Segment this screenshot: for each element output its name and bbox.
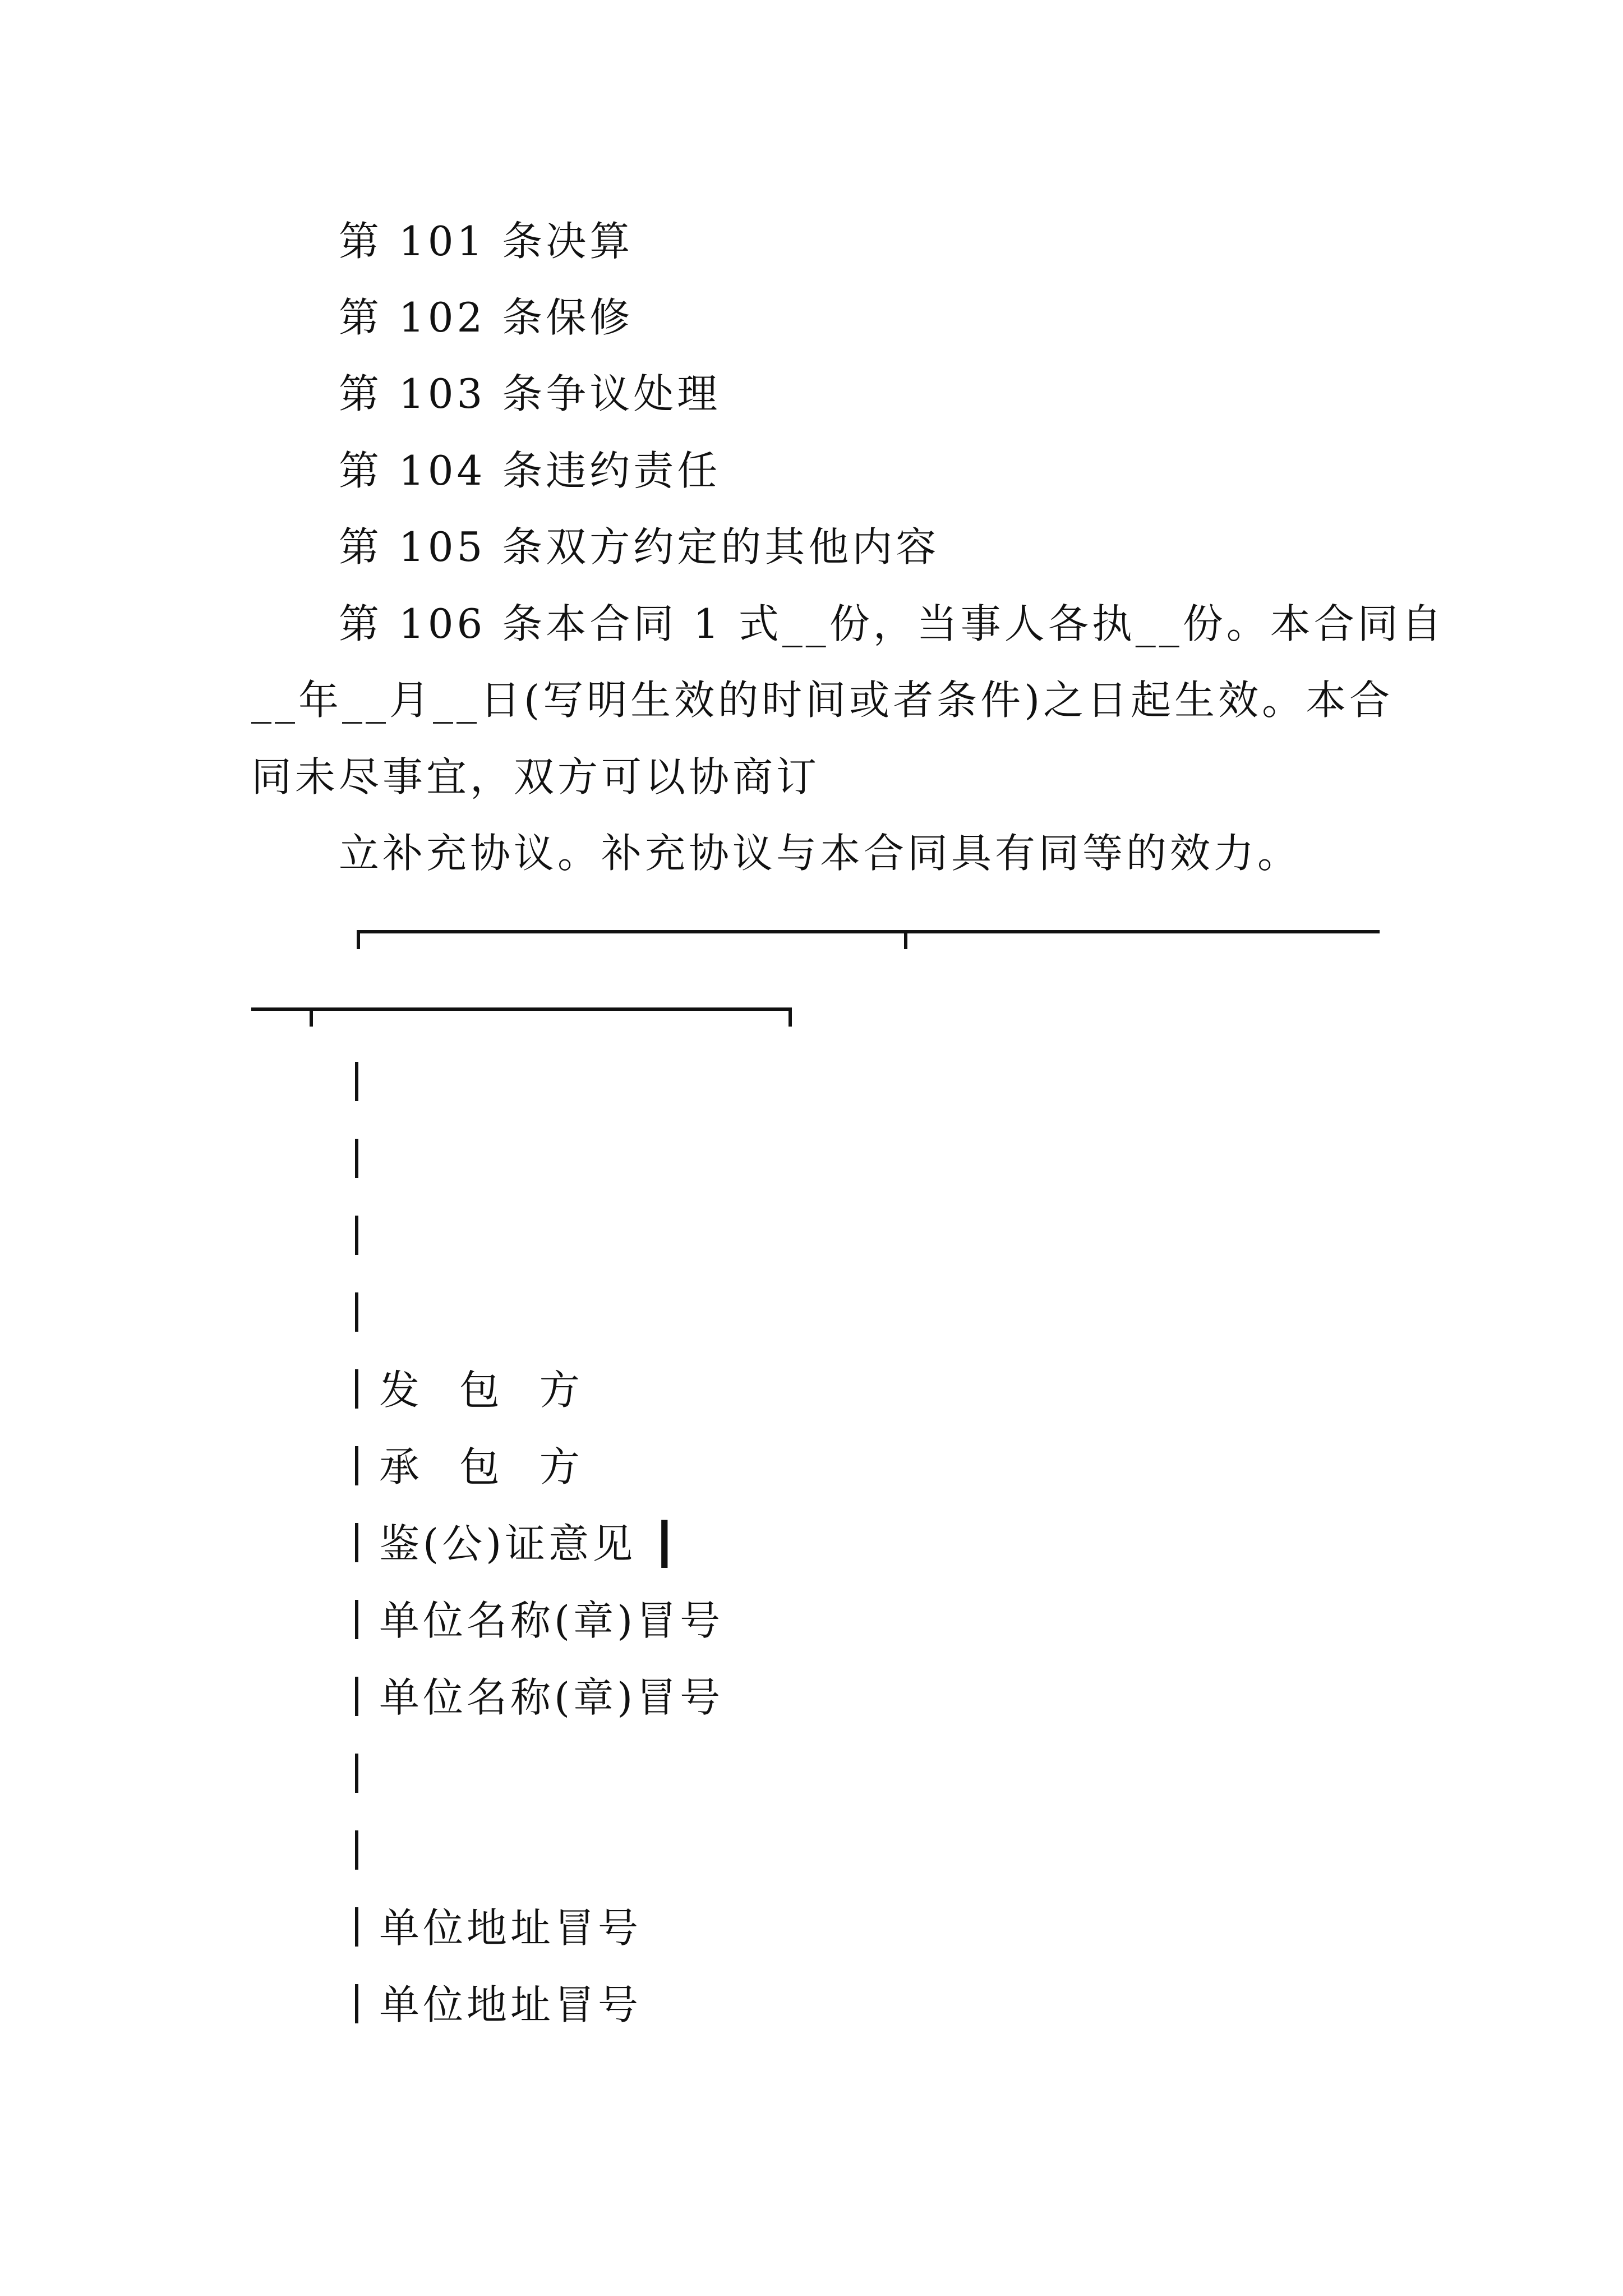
article-106-line-1: 第 106 条本合同 1 式__份，当事人各执__份。本合同自 — [339, 600, 1445, 647]
article-104: 第 104 条违约责任 — [339, 447, 721, 494]
table-row-border — [355, 1830, 358, 1870]
unit-address-label: 单位地址冒号 — [379, 1904, 642, 1952]
table-row-border — [355, 1523, 358, 1562]
unit-name-label: 单位名称(章)冒号 — [379, 1597, 724, 1644]
table-row-border — [355, 1754, 358, 1793]
table-row-border — [355, 1292, 358, 1332]
table-row-border — [355, 1907, 358, 1947]
article-106-line-3: 同未尽事宜，双方可以协商订 — [251, 753, 820, 800]
contractor-label: 承 包 方 — [379, 1443, 593, 1490]
article-105: 第 105 条双方约定的其他内容 — [339, 523, 940, 570]
table-row-border — [355, 1446, 358, 1485]
table-row-border — [355, 1677, 358, 1716]
table-row-border — [355, 1139, 358, 1178]
notary-opinion-label: 鉴(公)证意见 ┃ — [379, 1520, 680, 1567]
unit-name-label: 单位名称(章)冒号 — [379, 1674, 724, 1721]
unit-address-label: 单位地址冒号 — [379, 1981, 642, 2028]
article-101: 第 101 条决算 — [339, 218, 634, 265]
table-row-border — [355, 1369, 358, 1409]
table-row-border — [355, 1600, 358, 1639]
article-106-line-4: 立补充协议。补充协议与本合同具有同等的效力。 — [339, 830, 1302, 877]
article-103: 第 103 条争议处理 — [339, 370, 721, 417]
article-102: 第 102 条保修 — [339, 294, 634, 341]
table-row-border — [355, 1984, 358, 2023]
table-row-border — [355, 1216, 358, 1255]
article-106-line-2: __年__月__日(写明生效的时间或者条件)之日起生效。本合 — [251, 677, 1394, 724]
table-row-border — [355, 1062, 358, 1101]
contractor-issuer-label: 发 包 方 — [379, 1366, 593, 1414]
